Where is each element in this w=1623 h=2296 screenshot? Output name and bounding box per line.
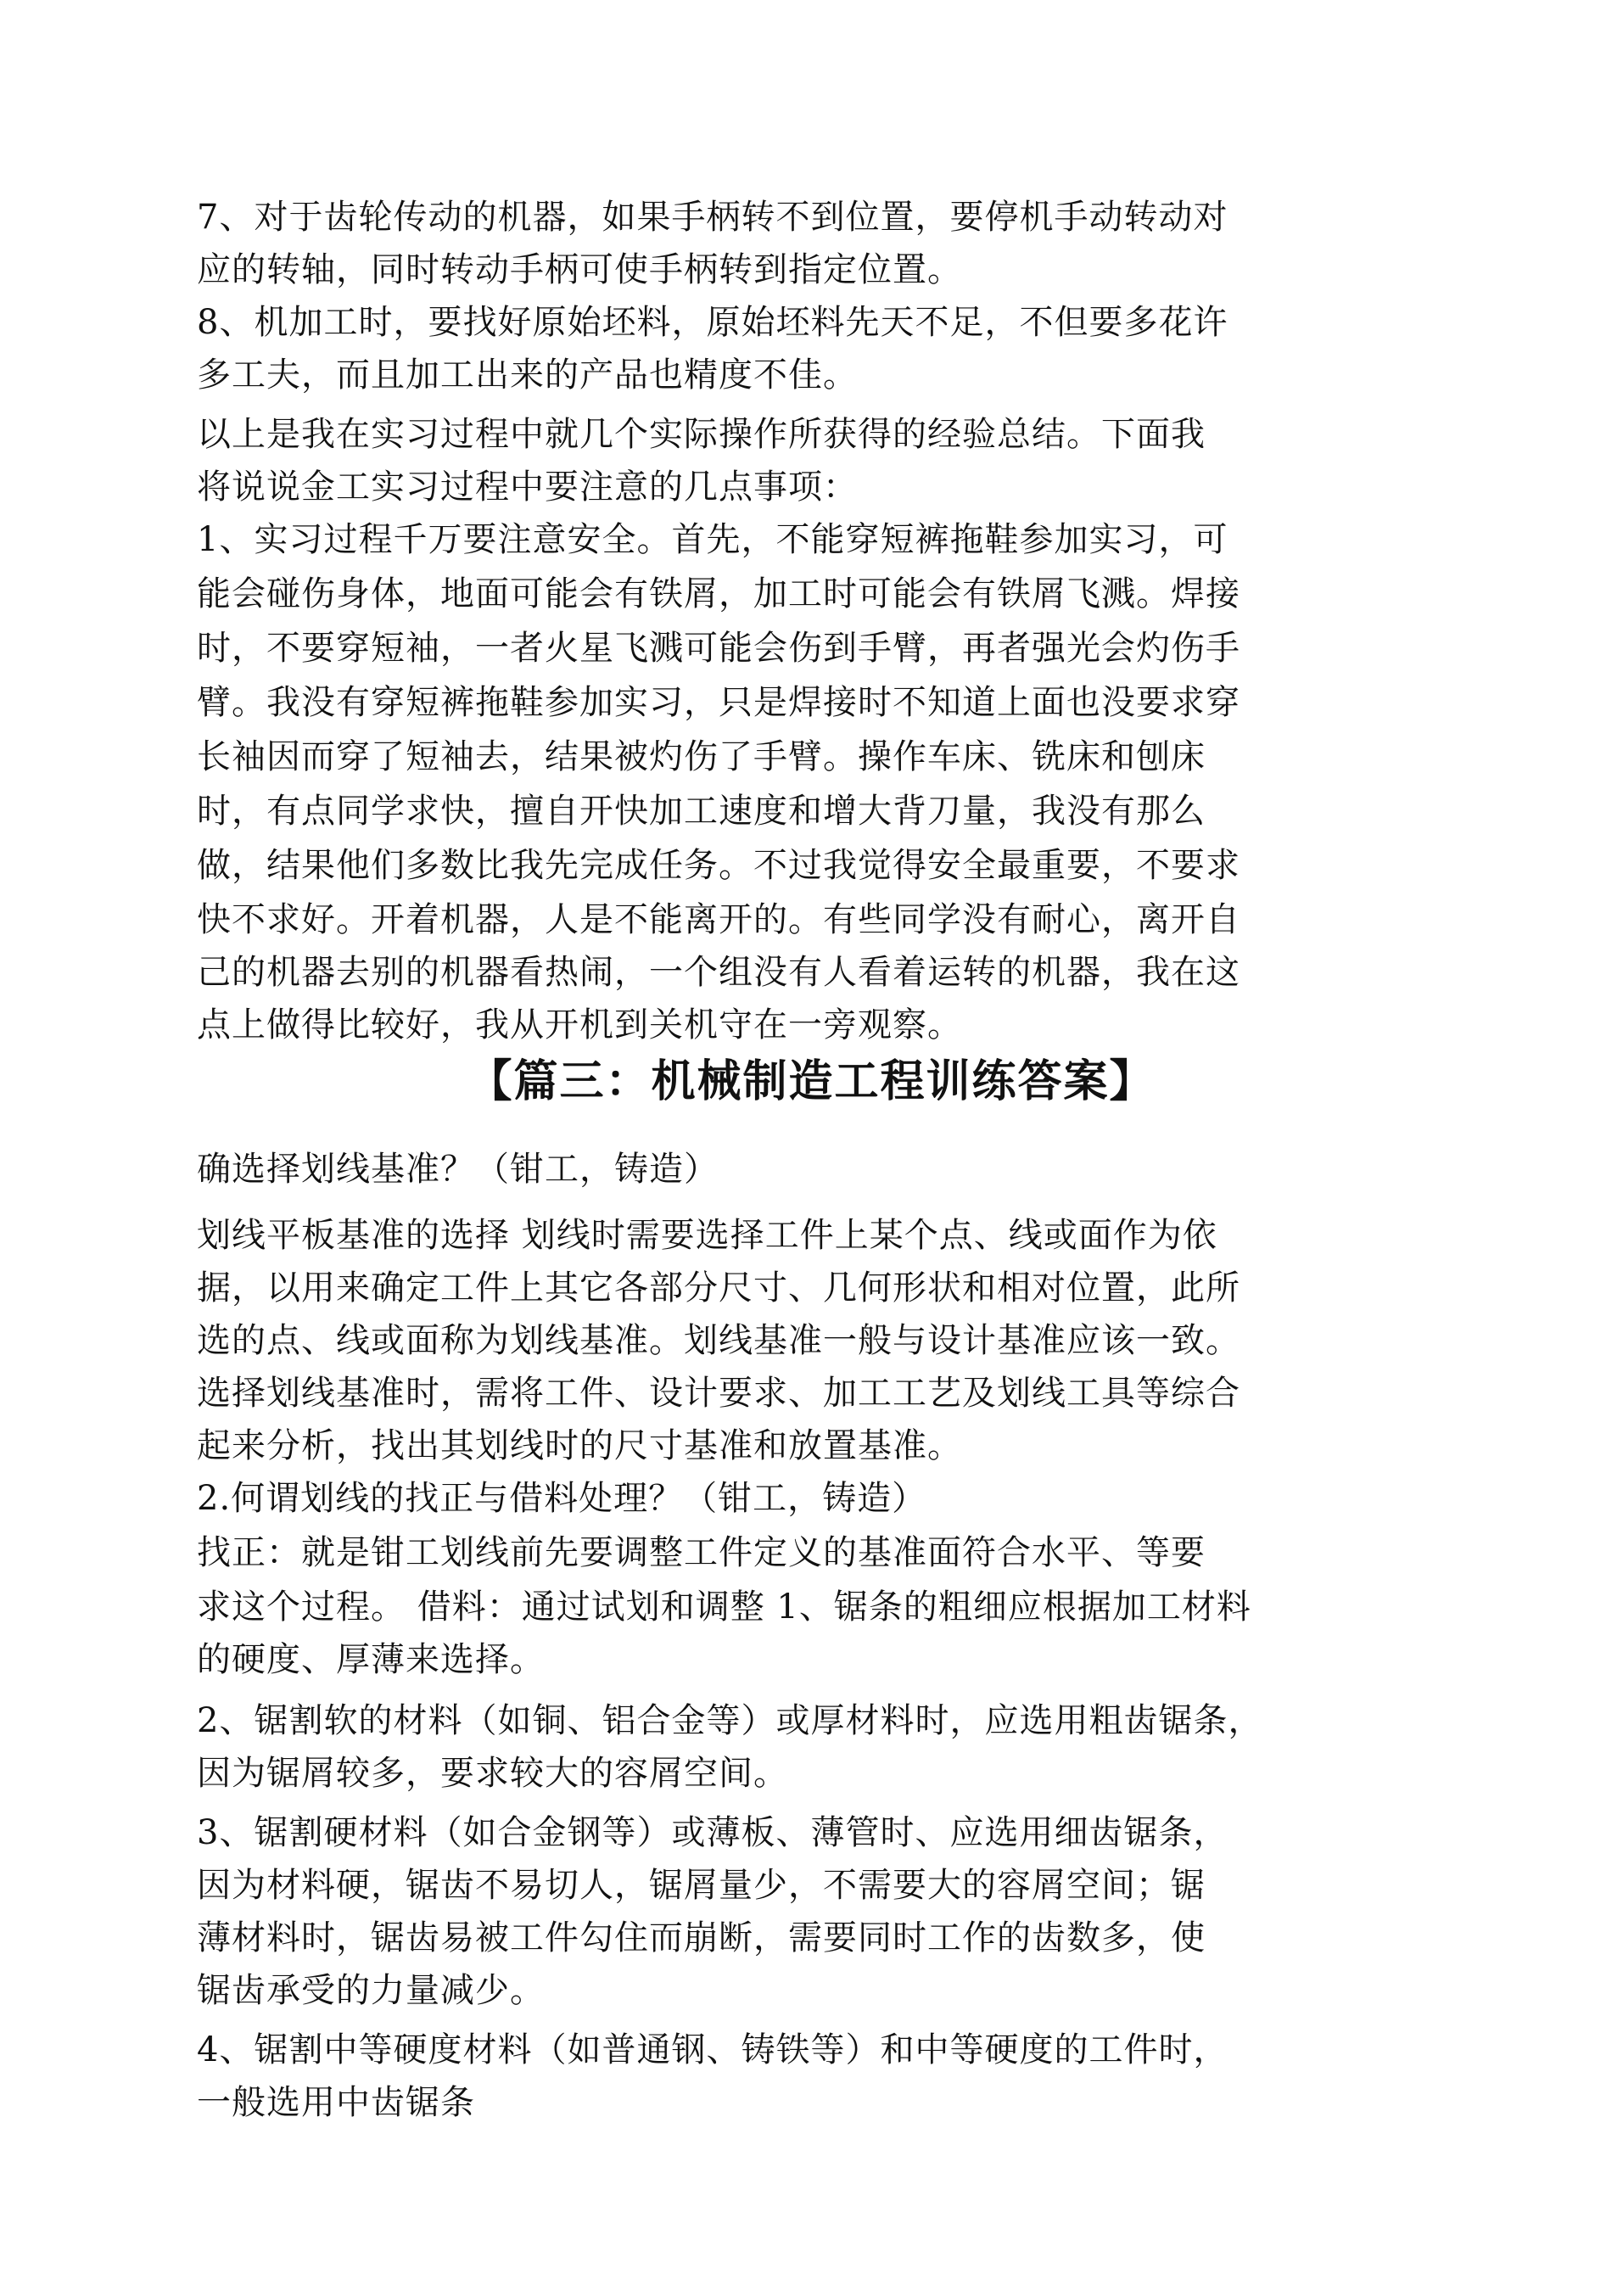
text-line: 做，结果他们多数比我先完成任务。不过我觉得安全最重要，不要求 (197, 846, 1240, 885)
text-line: 选的点、线或面称为划线基准。划线基准一般与设计基准应该一致。 (197, 1321, 1240, 1360)
text-line: 选择划线基准时，需将工件、设计要求、加工工艺及划线工具等综合 (197, 1374, 1240, 1413)
text-line: 据，以用来确定工件上其它各部分尺寸、几何形状和相对位置，此所 (197, 1268, 1240, 1308)
text-line: 薄材料时，锯齿易被工件勾住而崩断，需要同时工作的齿数多，使 (197, 1918, 1206, 1957)
text-line: 找正：就是钳工划线前先要调整工件定义的基准面符合水平、等要 (197, 1533, 1206, 1572)
text-line: 以上是我在实习过程中就几个实际操作所获得的经验总结。下面我 (197, 415, 1206, 454)
text-line: 2.何谓划线的找正与借料处理？（钳工，铸造） (197, 1479, 927, 1518)
text-line: 2、锯割软的材料（如铜、铝合金等）或厚材料时，应选用粗齿锯条， (197, 1701, 1263, 1740)
text-line: 确选择划线基准？（钳工，铸造） (197, 1150, 719, 1189)
text-line: 1、实习过程千万要注意安全。首先，不能穿短裤拖鞋参加实习，可 (197, 520, 1228, 559)
text-line: 8、机加工时，要找好原始坯料，原始坯料先天不足，不但要多花许 (197, 303, 1228, 342)
text-line: 时，有点同学求快，擅自开快加工速度和增大背刀量，我没有那么 (197, 792, 1206, 831)
section-heading: 【篇三：机械制造工程训练答案】 (467, 1056, 1156, 1107)
text-line: 锯齿承受的力量减少。 (197, 1971, 545, 2010)
text-line: 7、对于齿轮传动的机器，如果手柄转不到位置，要停机手动转动对 (197, 198, 1228, 237)
text-line: 能会碰伤身体，地面可能会有铁屑，加工时可能会有铁屑飞溅。焊接 (197, 574, 1240, 613)
text-line: 因为材料硬，锯齿不易切人，锯屑量少，不需要大的容屑空间；锯 (197, 1866, 1206, 1905)
text-line: 己的机器去别的机器看热闹，一个组没有人看着运转的机器，我在这 (197, 953, 1240, 992)
text-line: 应的转轴，同时转动手柄可使手柄转到指定位置。 (197, 250, 962, 289)
text-line: 因为锯屑较多，要求较大的容屑空间。 (197, 1754, 788, 1793)
text-line: 4、锯割中等硬度材料（如普通钢、铸铁等）和中等硬度的工件时， (197, 2030, 1228, 2069)
text-line: 起来分析，找出其划线时的尺寸基准和放置基准。 (197, 1426, 962, 1465)
text-line: 划线平板基准的选择 划线时需要选择工件上某个点、线或面作为依 (197, 1216, 1217, 1255)
text-line: 长袖因而穿了短袖去，结果被灼伤了手臂。操作车床、铣床和刨床 (197, 737, 1206, 776)
text-line: 一般选用中齿锯条 (197, 2083, 475, 2122)
text-line: 将说说金工实习过程中要注意的几点事项： (197, 468, 858, 507)
text-line: 时，不要穿短袖，一者火星飞溅可能会伤到手臂，再者强光会灼伤手 (197, 629, 1240, 668)
text-line: 3、锯割硬材料（如合金钢等）或薄板、薄管时、应选用细齿锯条， (197, 1813, 1228, 1852)
text-line: 臂。我没有穿短裤拖鞋参加实习，只是焊接时不知道上面也没要求穿 (197, 683, 1240, 722)
text-line: 点上做得比较好，我从开机到关机守在一旁观察。 (197, 1005, 962, 1044)
text-line: 快不求好。开着机器，人是不能离开的。有些同学没有耐心，离开自 (197, 900, 1240, 939)
text-line: 求这个过程。 借料：通过试划和调整 1、锯条的粗细应根据加工材料 (197, 1588, 1251, 1627)
text-line: 的硬度、厚薄来选择。 (197, 1640, 545, 1679)
text-line: 多工夫，而且加工出来的产品也精度不佳。 (197, 356, 858, 395)
